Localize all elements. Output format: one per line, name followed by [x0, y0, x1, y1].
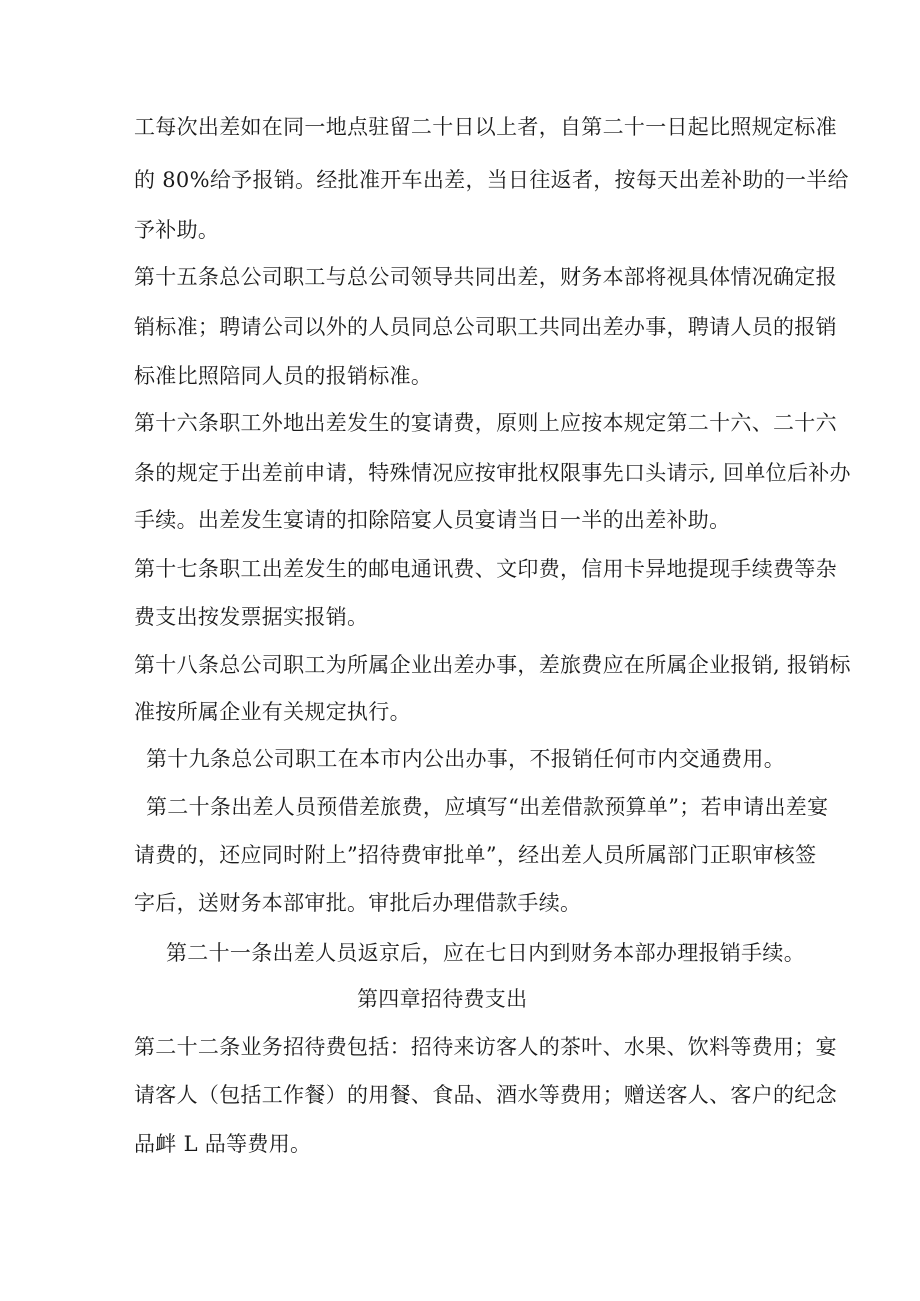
paragraph-line: 第十八条总公司职工为所属企业出差办事，差旅费应在所属企业报销, 报销标	[134, 653, 851, 677]
paragraph-line: 工每次出差如在同一地点驻留二十日以上者，自第二十一日起比照规定标准	[134, 115, 837, 139]
paragraph-line: 请费的，还应同时附上”招待费审批单”，经出差人员所属部门正职审核签	[134, 843, 817, 867]
paragraph-line: 品衅 L 品等费用。	[134, 1132, 312, 1156]
paragraph-line: 第十九条总公司职工在本市内公出办事，不报销任何市内交通费用。	[146, 747, 785, 771]
paragraph-line: 标准比照陪同人员的报销标准。	[134, 364, 433, 388]
paragraph-line: 第二十一条出差人员返京后，应在七日内到财务本部办理报销手续。	[166, 941, 805, 965]
chapter-heading: 第四章招待费支出	[357, 987, 528, 1011]
paragraph-line: 第十七条职工出差发生的邮电通讯费、文印费，信用卡异地提现手续费等杂	[134, 557, 837, 581]
paragraph-line: 第十五条总公司职工与总公司领导共同出差，财务本部将视具体情况确定报	[134, 265, 837, 289]
paragraph-line: 第二十二条业务招待费包括：招待来访客人的茶叶、水果、饮料等费用；宴	[134, 1035, 837, 1059]
paragraph-line: 请客人（包括工作餐）的用餐、食品、酒水等费用；赠送客人、客户的纪念	[134, 1083, 837, 1107]
paragraph-line: 予补助。	[134, 218, 220, 242]
paragraph-line: 第二十条出差人员预借差旅费，应填写“出差借款预算单”；若申请出差宴	[146, 795, 829, 819]
paragraph-line: 字后，送财务本部审批。审批后办理借款手续。	[134, 891, 582, 915]
paragraph-line: 费支出按发票据实报销。	[134, 605, 369, 629]
paragraph-line: 手续。出差发生宴请的扣除陪宴人员宴请当日一半的出差补助。	[134, 508, 731, 532]
paragraph-line: 的 80%给予报销。经批准开车出差，当日往返者，按每天出差补助的一半给	[134, 168, 849, 192]
paragraph-line: 条的规定于出差前申请，特殊情况应按审批权限事先口头请示, 回单位后补办	[134, 461, 851, 485]
paragraph-line: 销标准；聘请公司以外的人员同总公司职工共同出差办事，聘请人员的报销	[134, 315, 837, 339]
paragraph-line: 准按所属企业有关规定执行。	[134, 700, 411, 724]
paragraph-line: 第十六条职工外地出差发生的宴请费，原则上应按本规定第二十六、二十六	[134, 411, 837, 435]
